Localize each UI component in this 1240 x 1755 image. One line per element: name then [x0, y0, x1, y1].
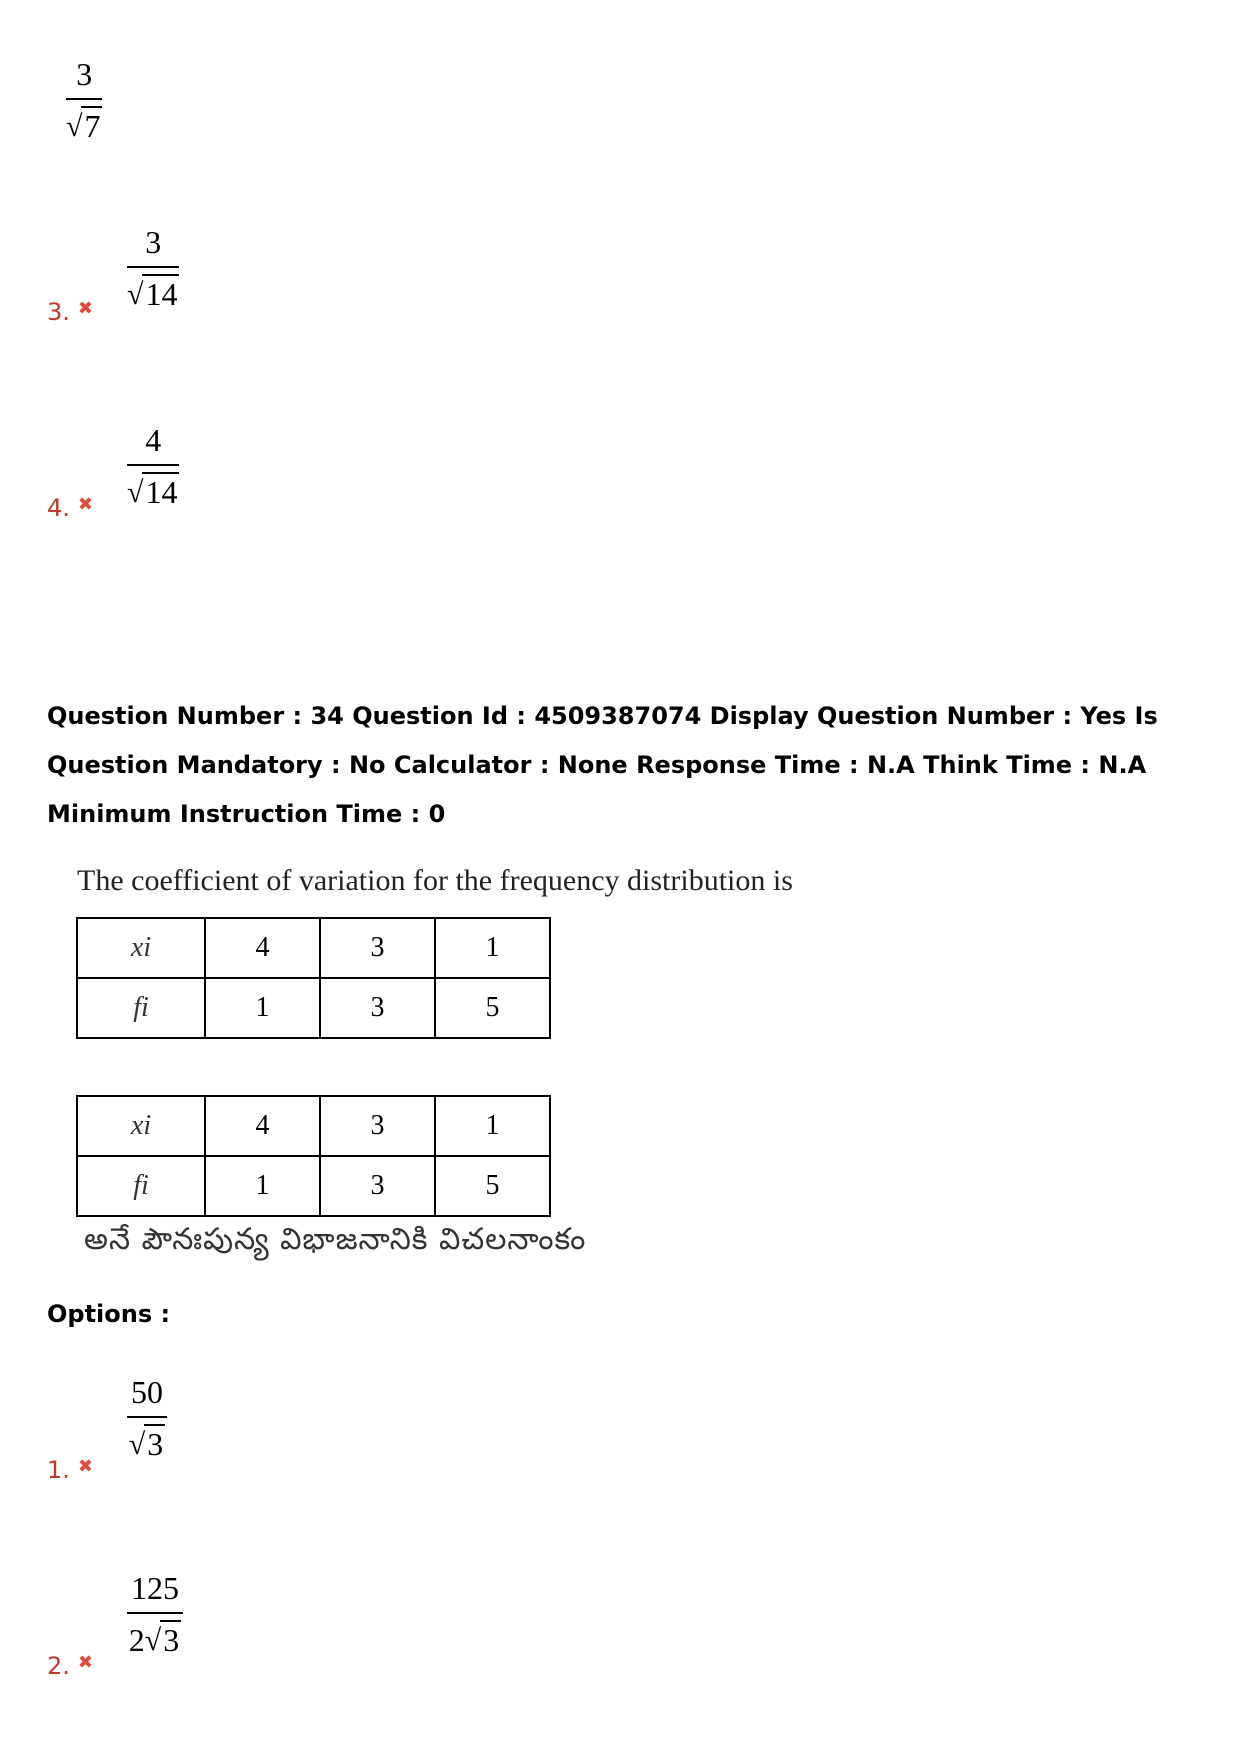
table-cell: 1: [205, 978, 320, 1038]
prev-option-4[interactable]: [47, 418, 347, 528]
table-cell: 4: [205, 1096, 320, 1156]
prev-option-3[interactable]: [47, 222, 347, 332]
table-row: [77, 1156, 550, 1216]
row-label-x: xi: [77, 918, 205, 978]
option-number: 4.: [47, 494, 70, 522]
table-row: [77, 978, 550, 1038]
frequency-table-telugu: [76, 1095, 551, 1217]
options-label: Options :: [47, 1300, 171, 1328]
option-number: 3.: [47, 298, 70, 326]
question-text-telugu: అనే పౌనఃపున్య విభాజనానికి విచలనాంకం: [84, 1222, 587, 1257]
table-cell: 1: [435, 1096, 550, 1156]
fraction: 125 2 √ 3: [127, 1572, 183, 1656]
fraction: 4 √ 14: [127, 422, 178, 510]
row-label-f: fi: [77, 1156, 205, 1216]
table-cell: 3: [320, 1156, 435, 1216]
table-cell: 1: [205, 1156, 320, 1216]
prev-option-partial: [66, 58, 102, 142]
fraction: 3 √ 14: [127, 224, 178, 312]
table-cell: 5: [435, 1156, 550, 1216]
option-1[interactable]: [47, 1372, 347, 1492]
option-number: 2.: [47, 1652, 70, 1680]
table-row: [77, 1096, 550, 1156]
wrong-icon: ✖: [77, 1456, 93, 1477]
wrong-icon: ✖: [77, 1652, 93, 1673]
table-cell: 5: [435, 978, 550, 1038]
fraction: 3 √ 7: [66, 56, 101, 144]
wrong-icon: ✖: [77, 494, 93, 515]
row-label-f: fi: [77, 978, 205, 1038]
table-cell: 3: [320, 1096, 435, 1156]
option-2[interactable]: [47, 1568, 347, 1688]
question-text-english: The coefficient of variation for the frequency distribution is: [77, 864, 793, 897]
wrong-icon: ✖: [77, 298, 93, 319]
question-meta: Question Number : 34 Question Id : 4509387074 Display Question Number : Yes Is Question Mandatory : No Calculator : None Response Time : N.A Think Time : N.A Minimum Instruction Time : 0: [47, 702, 1158, 828]
table-cell: 1: [435, 918, 550, 978]
table-cell: 3: [320, 978, 435, 1038]
table-cell: 3: [320, 918, 435, 978]
table-row: [77, 918, 550, 978]
frequency-table-english: [76, 917, 551, 1039]
fraction: 50 √ 3: [127, 1376, 167, 1460]
row-label-x: xi: [77, 1096, 205, 1156]
option-number: 1.: [47, 1456, 70, 1484]
table-cell: 4: [205, 918, 320, 978]
